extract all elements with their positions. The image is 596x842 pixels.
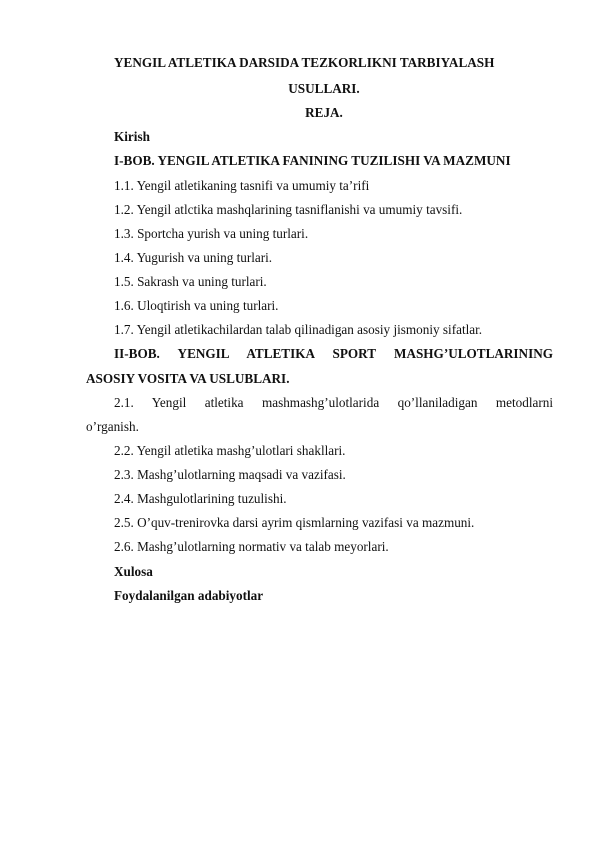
chapter2-heading-line-1: II-BOB. YENGIL ATLETIKA SPORT MASHG’ULOTLARINING xyxy=(114,346,553,361)
chapter1-item: 1.3. Sportcha yurish va uning turlari. xyxy=(114,226,309,241)
chapter2-item: 2.5. O’quv-trenirovka darsi ayrim qismlarning vazifasi va mazmuni. xyxy=(114,515,475,530)
plan-heading: REJA. xyxy=(305,105,343,120)
chapter1-item: 1.4. Yugurish va uning turlari. xyxy=(114,250,273,265)
chapter1-item: 1.5. Sakrash va uning turlari. xyxy=(114,274,267,289)
chapter2-item: 2.3. Mashg’ulotlarning maqsadi va vazifasi. xyxy=(114,467,346,482)
chapter1-item: 1.7. Yengil atletikachilardan talab qilinadigan asosiy jismoniy sifatlar. xyxy=(114,322,483,337)
title-line-2: USULLARI. xyxy=(288,81,360,96)
chapter1-heading: I-BOB. YENGIL ATLETIKA FANINING TUZILISHI VA MAZMUNI xyxy=(114,153,511,168)
conclusion-heading: Xulosa xyxy=(114,564,153,579)
chapter2-heading-line-2: ASOSIY VOSITA VA USLUBLARI. xyxy=(86,371,290,386)
chapter2-item: 2.2. Yengil atletika mashg’ulotlari shakllari. xyxy=(114,443,346,458)
chapter2-item-1-line-1: 2.1. Yengil atletika mashmashg’ulotlarida qo’llaniladigan metodlarni xyxy=(114,395,553,410)
chapter2-item: 2.4. Mashgulotlarining tuzulishi. xyxy=(114,491,287,506)
intro-heading: Kirish xyxy=(114,129,150,144)
chapter1-item: 1.1. Yengil atletikaning tasnifi va umumiy ta’rifi xyxy=(114,178,370,193)
chapter2-item-1-line-2: o’rganish. xyxy=(86,419,139,434)
title-line-1: YENGIL ATLETIKA DARSIDA TEZKORLIKNI TARBIYALASH xyxy=(114,55,495,70)
chapter1-item: 1.6. Uloqtirish va uning turlari. xyxy=(114,298,279,313)
chapter1-item: 1.2. Yengil atlctika mashqlarining tasniflanishi va umumiy tavsifi. xyxy=(114,202,463,217)
references-heading: Foydalanilgan adabiyotlar xyxy=(114,588,264,603)
chapter2-item: 2.6. Mashg’ulotlarning normativ va talab meyorlari. xyxy=(114,539,389,554)
